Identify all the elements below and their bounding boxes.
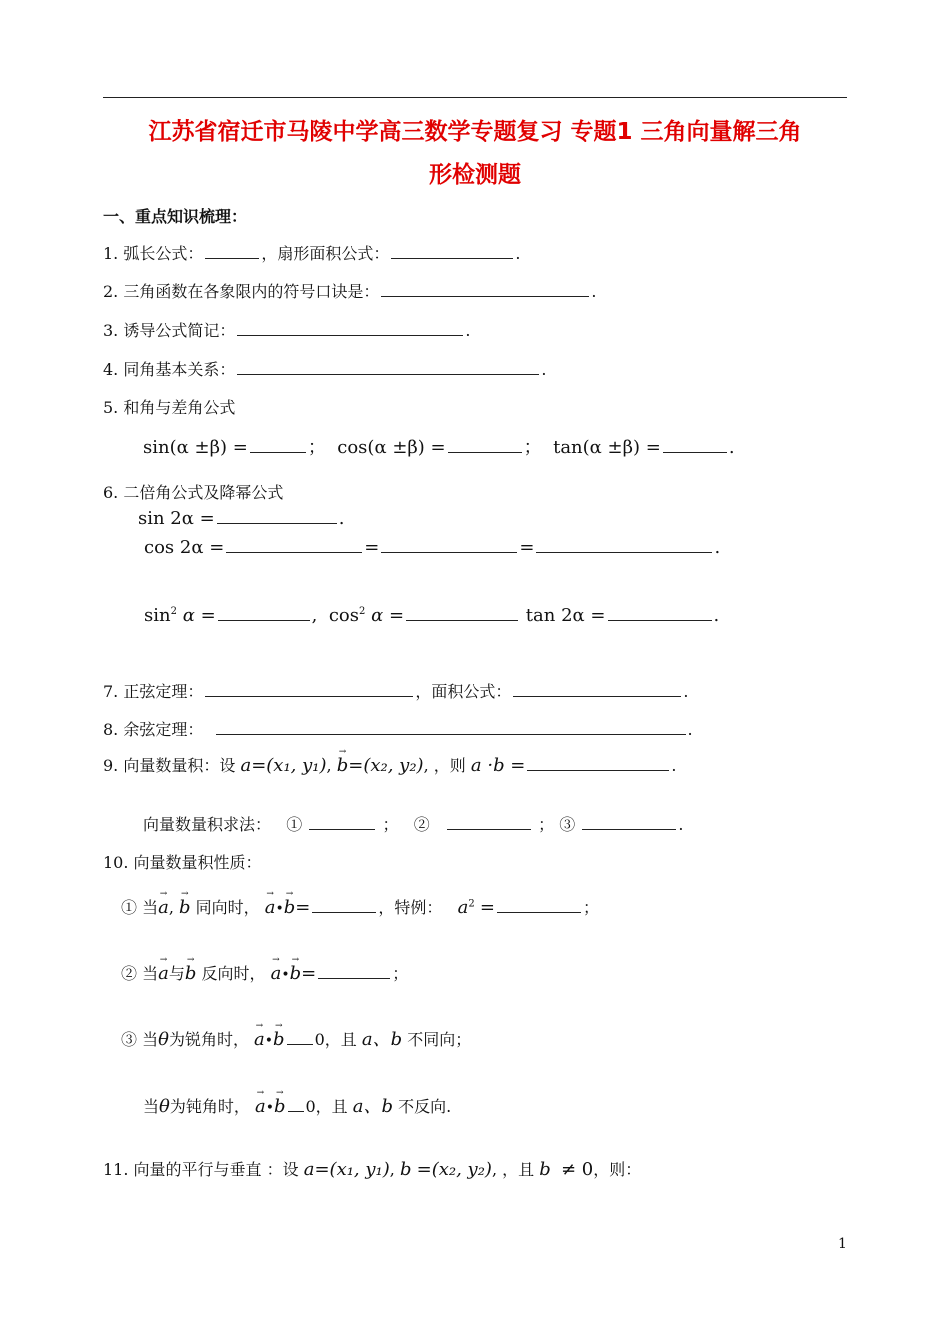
item-1	[103, 241, 520, 264]
item-4-label: 4. 同角基本关系：	[103, 360, 236, 379]
blank	[448, 436, 522, 453]
blank	[527, 754, 669, 771]
equals: =	[348, 755, 364, 776]
blank	[318, 962, 390, 979]
p2-label-b: 与	[168, 964, 185, 983]
equals: =	[295, 897, 311, 918]
comma: ,	[389, 1160, 395, 1179]
property-3	[121, 1022, 471, 1051]
vector-b: → b	[179, 889, 191, 918]
vector-a: → a	[158, 889, 169, 918]
comma: ,	[491, 1160, 498, 1179]
period: .	[671, 756, 677, 775]
period: .	[541, 360, 547, 379]
circled-1: ①	[286, 815, 303, 834]
item-7-label: 7. 正弦定理：	[103, 682, 204, 701]
sin2a-line	[138, 507, 344, 529]
vector-b: → b	[289, 955, 302, 984]
doc-title-line2: 形检测题	[429, 162, 521, 188]
p3-label-b: 为锐角时，	[168, 1030, 249, 1049]
tan2a-formula: tan 2α =	[525, 605, 606, 626]
equals: =	[364, 537, 380, 558]
comma: ,	[423, 756, 429, 775]
sum-formulas	[143, 433, 735, 459]
page-number: 1	[838, 1236, 847, 1252]
item-7	[103, 679, 688, 702]
exponent: 2	[468, 898, 475, 910]
item-8	[103, 717, 693, 740]
p1-label-b: 同向时，	[195, 898, 260, 917]
p3-label-c: 0，且	[314, 1030, 357, 1049]
period: .	[713, 605, 720, 626]
blank	[536, 536, 712, 553]
semicolon: ；	[392, 964, 409, 983]
vector-a: → a	[264, 889, 276, 918]
sin-squared: sin	[144, 605, 171, 626]
property-2	[121, 956, 408, 984]
alpha-equals: α =	[365, 605, 405, 626]
blank	[608, 604, 712, 621]
theta: θ	[158, 1029, 169, 1050]
exponent: 2	[359, 606, 366, 617]
power-reduction-line	[144, 604, 719, 626]
period: .	[591, 282, 597, 301]
dot: •	[265, 1100, 274, 1116]
blank	[217, 507, 337, 524]
blank	[226, 536, 362, 553]
a-letter: a	[303, 1159, 315, 1180]
p3-label-d: 不同向；	[407, 1030, 472, 1049]
item-1-label-b: ，扇形面积公式：	[261, 244, 390, 263]
dot: •	[281, 967, 290, 983]
item-9	[103, 748, 677, 776]
vector-a: → a	[158, 955, 169, 984]
equals: =	[479, 897, 495, 918]
cos2a-line	[144, 536, 720, 558]
p4-label-b: 为钝角时，	[169, 1097, 250, 1116]
blank	[205, 680, 413, 697]
vector-b: → b	[273, 1088, 286, 1117]
equals: =	[416, 1159, 432, 1180]
blank	[391, 242, 513, 259]
semicolon: ；	[382, 815, 399, 834]
not-equal-zero: ≠ 0	[560, 1159, 594, 1180]
exponent: 2	[170, 606, 177, 617]
dot: •	[264, 1033, 274, 1049]
circled-2: ②	[413, 815, 430, 834]
comma: ,	[168, 898, 174, 917]
p3-label: ③ 当	[121, 1030, 159, 1049]
item-2-label: 2. 三角函数在各象限内的符号口诀是：	[103, 282, 380, 301]
item-9-label: 9. 向量数量积：设	[103, 756, 236, 775]
item-8-label: 8. 余弦定理：	[103, 720, 204, 739]
equals: =	[301, 963, 317, 984]
equals: =	[314, 1159, 330, 1180]
blank	[205, 242, 259, 259]
item-11-label: 11. 向量的平行与垂直 ：设	[103, 1160, 299, 1179]
section-heading: 一、重点知识梳理：	[103, 207, 248, 226]
semicolon: ；	[307, 437, 326, 458]
blank	[250, 436, 306, 453]
vector-a: → a	[254, 1021, 265, 1050]
vector-a: → a	[270, 955, 282, 984]
blank	[513, 680, 681, 697]
vector-b: → b	[273, 1021, 285, 1050]
period: .	[728, 437, 735, 458]
tan-sum-formula: tan(α ±β) =	[553, 437, 661, 458]
p1-label-c: ，特例：	[378, 898, 443, 917]
alpha-equals: α =	[176, 605, 216, 626]
blank	[406, 604, 518, 621]
blank	[381, 536, 517, 553]
a-b-pair: a、b	[361, 1029, 403, 1050]
p2-label-c: 反向时，	[201, 964, 266, 983]
item-3	[103, 318, 470, 341]
period: .	[687, 720, 693, 739]
blank	[237, 358, 539, 375]
blank	[447, 813, 531, 830]
item-3-label: 3. 诱导公式简记：	[103, 321, 236, 340]
blank	[237, 319, 463, 336]
semicolon: ；	[582, 898, 599, 917]
item-9-label-b: ，则	[433, 756, 466, 775]
b-letter: b	[399, 1159, 412, 1180]
property-4	[143, 1089, 451, 1118]
dot-product: a ·b =	[470, 755, 526, 776]
p4-label-c: 0，且	[305, 1097, 348, 1116]
methods-label: 向量数量积求法：	[143, 815, 272, 834]
item-11-label-c: ，则：	[593, 1160, 642, 1179]
period: .	[465, 321, 471, 340]
doc-title-line1: 江苏省宿迁市马陵中学高三数学专题复习 专题1 三角向量解三角	[148, 119, 802, 145]
period: .	[714, 537, 721, 558]
period: .	[338, 508, 345, 529]
sin-sum-formula: sin(α ±β) =	[143, 437, 248, 458]
cos-squared: cos	[328, 605, 359, 626]
dot: •	[275, 901, 284, 917]
property-1	[121, 890, 599, 918]
item-9-methods	[143, 812, 683, 835]
semicolon: ；	[538, 815, 555, 834]
blank	[497, 896, 581, 913]
period: .	[683, 682, 689, 701]
item-6: 6. 二倍角公式及降幂公式	[103, 483, 284, 502]
sin2a-formula: sin 2α =	[138, 508, 215, 529]
semicolon: ；	[523, 437, 542, 458]
blank	[381, 280, 589, 297]
comma: ,	[311, 605, 318, 626]
a-coords: (x₁, y₁)	[329, 1159, 390, 1180]
a-b-pair: a、b	[352, 1096, 394, 1117]
cos2a-formula: cos 2α =	[144, 537, 225, 558]
blank	[287, 1028, 313, 1045]
p2-label: ② 当	[121, 964, 159, 983]
a-letter: a	[457, 897, 469, 918]
blank	[216, 718, 686, 735]
p1-label: ① 当	[121, 898, 159, 917]
period: .	[678, 815, 684, 834]
item-11-label-b: ，且	[502, 1160, 535, 1179]
item-5: 5. 和角与差角公式	[103, 398, 236, 417]
item-11	[103, 1157, 641, 1180]
blank	[218, 604, 310, 621]
blank	[663, 436, 727, 453]
header-rule	[103, 97, 847, 98]
b-coords: (x₂, y₂)	[431, 1159, 492, 1180]
circled-3: ③	[559, 815, 576, 834]
vector-a: → a	[254, 1088, 266, 1117]
item-4	[103, 357, 546, 380]
item-7-label-b: ，面积公式：	[415, 682, 512, 701]
comma: ,	[326, 756, 332, 775]
cos-sum-formula: cos(α ±β) =	[337, 437, 446, 458]
vector-a: a	[240, 755, 252, 776]
equals: =	[251, 755, 267, 776]
blank	[288, 1095, 304, 1112]
b-letter: b	[539, 1159, 551, 1180]
vector-b: → b	[336, 747, 349, 776]
b-coords: (x₂, y₂)	[363, 755, 424, 776]
vector-b: → b	[283, 889, 296, 918]
p4-label: 当	[143, 1097, 160, 1116]
item-2	[103, 279, 596, 302]
blank	[309, 813, 375, 830]
period: .	[515, 244, 521, 263]
vector-b: → b	[184, 955, 197, 984]
theta: θ	[159, 1096, 170, 1117]
p4-label-d: 不反向.	[398, 1097, 452, 1116]
a-coords: (x₁, y₁)	[266, 755, 327, 776]
blank	[582, 813, 676, 830]
item-1-label: 1. 弧长公式：	[103, 244, 204, 263]
equals: =	[519, 537, 535, 558]
item-10: 10. 向量数量积性质：	[103, 853, 262, 872]
blank	[312, 896, 376, 913]
